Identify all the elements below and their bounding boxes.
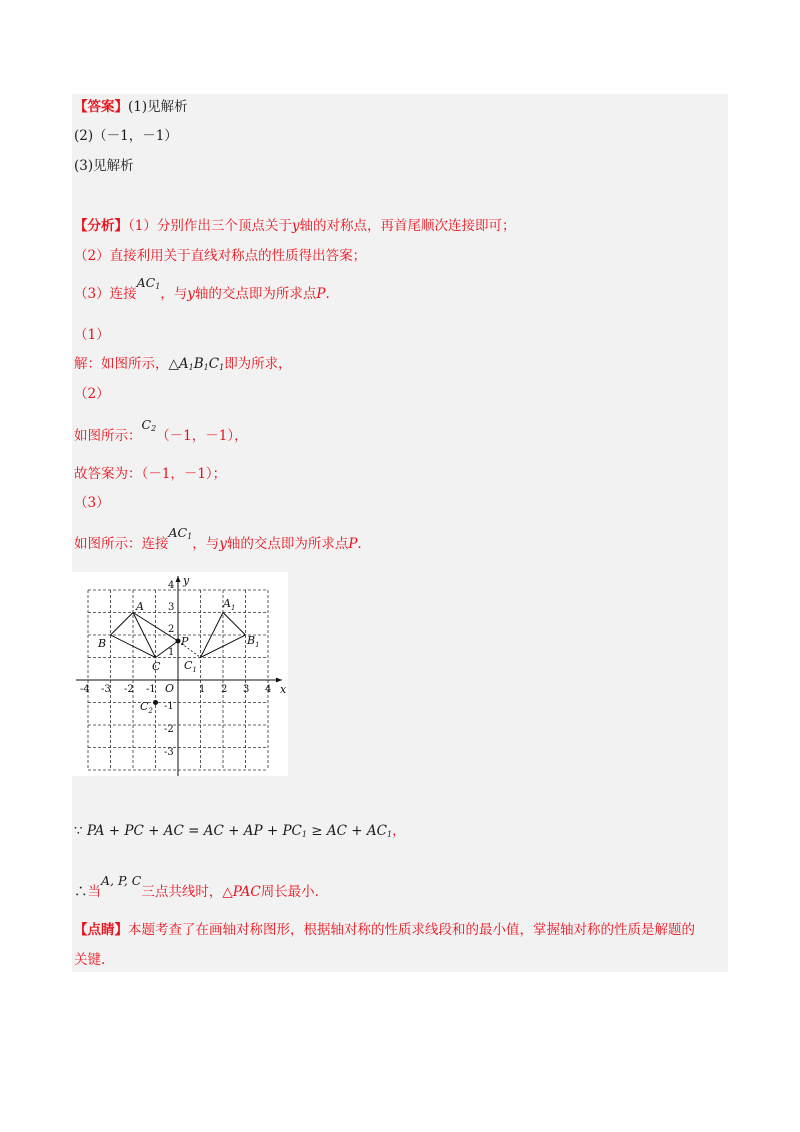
segment-ac1: $AC_1$ <box>136 275 161 291</box>
solution-line-2: 如图所示：$C_2(-1$，－1）， <box>74 417 248 444</box>
segment-ac1-2: $AC_1$ <box>168 525 193 541</box>
y-tick-1: 1 <box>168 647 175 658</box>
y-tick-4: 4 <box>168 580 175 591</box>
label-b: B <box>98 637 107 650</box>
answer-part-2-value: （－1，－1） <box>93 128 178 144</box>
label-c: C <box>152 660 161 673</box>
graph-svg <box>72 572 288 776</box>
label-c2: $C_2$ <box>140 700 153 715</box>
point-c2-dot <box>153 700 158 705</box>
solution-part-1-label: （1） <box>74 327 110 343</box>
answer-part-1: (1)见解析 <box>128 99 188 115</box>
analysis-line-3: （3）连接$AC_1$，与y轴的交点即为所求点P. <box>74 275 330 302</box>
axes <box>76 576 282 776</box>
analysis-line-1: 【分析】（1）分别作出三个顶点关于y轴的对称点，再首尾顺次连接即可； <box>74 218 516 234</box>
x-tick-neg3: -3 <box>101 684 111 695</box>
answer-part-2-prefix: (2) <box>74 128 94 144</box>
label-b1: $B_1$ <box>247 634 260 649</box>
point-p-dot <box>176 639 181 644</box>
label-p: P <box>181 635 189 648</box>
y-axis-label: y <box>183 574 190 587</box>
segment-pc <box>156 641 179 658</box>
triangle-a1b1c1: $\triangle A_1B_1C_1$ <box>168 356 225 372</box>
x-tick-2: 2 <box>221 684 228 695</box>
proof-conclusion: ∴当A, P, C三点共线时，△PAC周长最小. <box>74 873 319 900</box>
y-tick-neg1: -1 <box>164 701 174 712</box>
analysis-line-2: （2）直接利用关于直线对称点的性质得出答案； <box>74 248 367 264</box>
label-a1: $A_1$ <box>223 597 236 612</box>
solution-part-2-label: （2） <box>74 386 110 402</box>
collinear-points: A, P, C <box>101 873 142 888</box>
proof-inequality: ∵ PA + PC + AC = AC + AP + $PC_1$ ≥ AC + $AC_1$， <box>74 823 406 839</box>
x-tick-3: 3 <box>243 684 250 695</box>
comment-line-2: 关键. <box>74 952 106 968</box>
solution-line-3: 故答案为：（－1，－1）； <box>74 466 227 482</box>
x-tick-neg4: -4 <box>80 684 90 695</box>
analysis-tag: 【分析】 <box>74 218 128 234</box>
solution-line-1: 解：如图所示，$\triangle A_1B_1C_1$即为所求， <box>74 356 292 372</box>
y-tick-2: 2 <box>168 624 175 635</box>
x-tick-neg1: -1 <box>146 684 156 695</box>
comment-tag: 【点睛】 <box>74 922 128 938</box>
y-axis-arrow-icon <box>176 576 181 582</box>
solution-part-3-label: （3） <box>74 495 110 511</box>
x-tick-neg2: -2 <box>124 684 134 695</box>
answer-line-1 <box>74 98 188 116</box>
label-a: A <box>136 600 144 613</box>
answer-line-2 <box>74 127 178 145</box>
origin-label: O <box>165 682 175 695</box>
x-tick-1: 1 <box>199 684 206 695</box>
y-tick-neg3: -3 <box>164 747 174 758</box>
answer-tag: 【答案】 <box>74 99 128 115</box>
answer-line-3: (3)见解析 <box>74 158 134 174</box>
y-tick-3: 3 <box>168 602 175 613</box>
label-c1: $C_1$ <box>184 659 197 674</box>
x-tick-4: 4 <box>265 684 272 695</box>
x-axis-label: x <box>280 683 287 696</box>
solution-line-4: 如图所示：连接$AC_1$，与y轴的交点即为所求点P. <box>74 525 362 552</box>
point-c2: $C_2$ <box>141 417 157 433</box>
comment-line-1: 【点睛】本题考查了在画轴对称图形，根据轴对称的性质求线段和的最小值，掌握轴对称的性质是解题的 <box>74 922 695 938</box>
y-tick-neg2: -2 <box>164 724 174 735</box>
coordinate-graph <box>72 572 288 776</box>
x-axis-arrow-icon <box>276 678 282 683</box>
